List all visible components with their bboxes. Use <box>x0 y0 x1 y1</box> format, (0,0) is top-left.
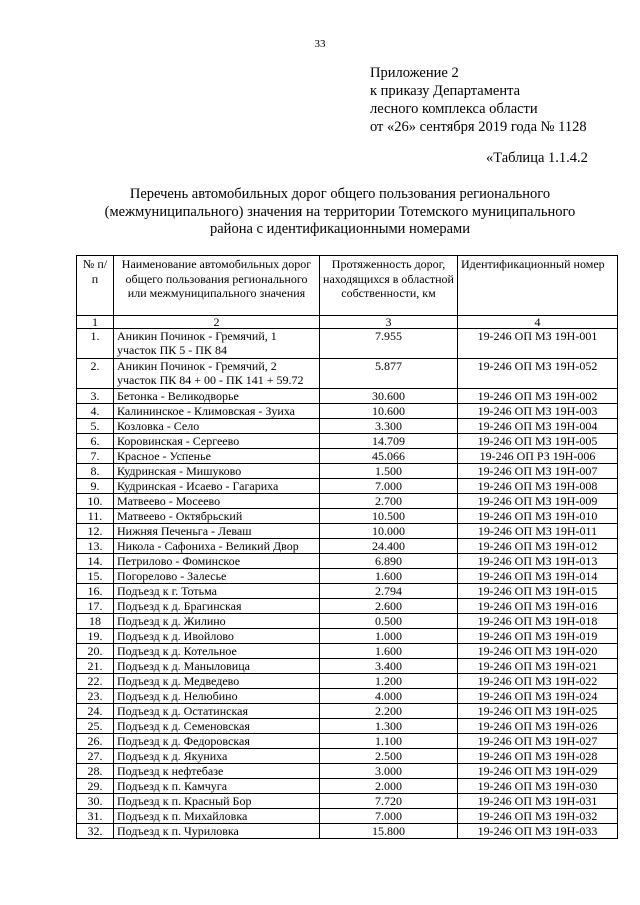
road-id: 19-246 ОП МЗ 19Н-052 <box>458 359 618 389</box>
road-id: 19-246 ОП МЗ 19Н-033 <box>458 824 618 839</box>
table-row <box>77 584 618 599</box>
road-id: 19-246 ОП МЗ 19Н-020 <box>458 644 618 659</box>
row-number: 23. <box>77 689 114 704</box>
road-length: 4.000 <box>320 689 458 704</box>
row-number: 14. <box>77 554 114 569</box>
row-number: 15. <box>77 569 114 584</box>
table-row <box>77 494 618 509</box>
road-name: Подъезд к п. Чуриловка <box>114 824 320 839</box>
row-number: 13. <box>77 539 114 554</box>
road-name: Красное - Успенье <box>114 449 320 464</box>
title-line: (межмуниципального) значения на территории Тотемского муниципального <box>104 203 576 220</box>
title-line: Перечень автомобильных дорог общего пользования регионального <box>129 186 551 202</box>
road-id: 19-246 ОП МЗ 19Н-022 <box>458 674 618 689</box>
table-row <box>77 614 618 629</box>
road-length: 45.066 <box>320 449 458 464</box>
table-row <box>77 674 618 689</box>
table-row <box>77 404 618 419</box>
road-name: Подъезд к д. Федоровская <box>114 734 320 749</box>
table-row <box>77 509 618 524</box>
road-length: 2.000 <box>320 779 458 794</box>
road-id: 19-246 ОП МЗ 19Н-013 <box>458 554 618 569</box>
road-length: 5.877 <box>320 359 458 389</box>
table-row <box>77 419 618 434</box>
table-row <box>77 689 618 704</box>
road-name: Подъезд к п. Михайловка <box>114 809 320 824</box>
road-name: Петрилово - Фоминское <box>114 554 320 569</box>
row-number: 6. <box>77 434 114 449</box>
road-length: 7.000 <box>320 479 458 494</box>
table-row <box>77 359 618 389</box>
table-row <box>77 719 618 734</box>
table-row <box>77 734 618 749</box>
road-name: Подъезд к д. Маныловица <box>114 659 320 674</box>
road-name: Нижняя Печеньга - Леваш <box>114 524 320 539</box>
table-row <box>77 329 618 359</box>
row-number: 7. <box>77 449 114 464</box>
road-id: 19-246 ОП МЗ 19Н-015 <box>458 584 618 599</box>
row-number: 24. <box>77 704 114 719</box>
road-length: 1.100 <box>320 734 458 749</box>
road-id: 19-246 ОП МЗ 19Н-003 <box>458 404 618 419</box>
road-length: 2.600 <box>320 599 458 614</box>
road-length: 14.709 <box>320 434 458 449</box>
table-row <box>77 824 618 839</box>
row-number: 32. <box>77 824 114 839</box>
road-id: 19-246 ОП МЗ 19Н-011 <box>458 524 618 539</box>
table-body <box>77 329 618 839</box>
row-number: 27. <box>77 749 114 764</box>
header-length: Протяженность дорог, находящихся в областной собственности, км <box>320 256 458 316</box>
road-length: 2.200 <box>320 704 458 719</box>
appendix-line: от «26» сентября 2019 года № 1128 <box>370 119 587 135</box>
column-number-row <box>77 316 618 329</box>
road-name: Подъезд к д. Котельное <box>114 644 320 659</box>
row-number: 1. <box>77 329 114 359</box>
road-length: 10.000 <box>320 524 458 539</box>
road-name: Калининское - Климовская - Зуиха <box>114 404 320 419</box>
appendix-line: к приказу Департамента <box>370 83 521 99</box>
row-number: 28. <box>77 764 114 779</box>
road-name: Аникин Починок - Гремячий, 2 участок ПК 84 + 00 - ПК 141 + 59.72 <box>114 359 320 389</box>
row-number: 26. <box>77 734 114 749</box>
road-id: 19-246 ОП МЗ 19Н-021 <box>458 659 618 674</box>
road-id: 19-246 ОП МЗ 19Н-018 <box>458 614 618 629</box>
road-name: Матвеево - Мосеево <box>114 494 320 509</box>
road-name: Бетонка - Великодворье <box>114 389 320 404</box>
table-row <box>77 464 618 479</box>
road-length: 1.200 <box>320 674 458 689</box>
road-id: 19-246 ОП МЗ 19Н-019 <box>458 629 618 644</box>
table-row <box>77 539 618 554</box>
road-length: 10.500 <box>320 509 458 524</box>
road-name: Подъезд к д. Медведево <box>114 674 320 689</box>
row-number: 20. <box>77 644 114 659</box>
road-name: Аникин Починок - Гремячий, 1 участок ПК 5 - ПК 84 <box>114 329 320 359</box>
appendix-line: Приложение 2 <box>370 65 459 81</box>
road-length: 6.890 <box>320 554 458 569</box>
road-length: 2.500 <box>320 749 458 764</box>
road-length: 1.000 <box>320 629 458 644</box>
road-name: Кудринская - Исаево - Гагариха <box>114 479 320 494</box>
road-length: 7.955 <box>320 329 458 359</box>
road-name: Подъезд к д. Остатинская <box>114 704 320 719</box>
road-length: 2.794 <box>320 584 458 599</box>
roads-table <box>76 255 618 839</box>
road-name: Кудринская - Мишуково <box>114 464 320 479</box>
road-id: 19-246 ОП МЗ 19Н-024 <box>458 689 618 704</box>
row-number: 18 <box>77 614 114 629</box>
table-row <box>77 569 618 584</box>
row-number: 16. <box>77 584 114 599</box>
road-name: Коровинская - Сергеево <box>114 434 320 449</box>
column-number: 1 <box>77 316 114 329</box>
row-number: 12. <box>77 524 114 539</box>
appendix-block <box>370 64 587 136</box>
row-number: 21. <box>77 659 114 674</box>
road-id: 19-246 ОП МЗ 19Н-026 <box>458 719 618 734</box>
table-row <box>77 629 618 644</box>
column-number: 4 <box>458 316 618 329</box>
road-length: 1.600 <box>320 644 458 659</box>
table-row <box>77 644 618 659</box>
road-name: Подъезд к д. Ивойлово <box>114 629 320 644</box>
table-row <box>77 599 618 614</box>
road-id: 19-246 ОП МЗ 19Н-029 <box>458 764 618 779</box>
table-row <box>77 704 618 719</box>
road-length: 3.000 <box>320 764 458 779</box>
road-name: Подъезд к п. Красный Бор <box>114 794 320 809</box>
row-number: 10. <box>77 494 114 509</box>
column-number: 3 <box>320 316 458 329</box>
road-length: 7.000 <box>320 809 458 824</box>
road-id: 19-246 ОП МЗ 19Н-004 <box>458 419 618 434</box>
row-number: 3. <box>77 389 114 404</box>
road-name: Подъезд к д. Якуниха <box>114 749 320 764</box>
road-id: 19-246 ОП МЗ 19Н-007 <box>458 464 618 479</box>
row-number: 2. <box>77 359 114 389</box>
road-id: 19-246 ОП МЗ 19Н-027 <box>458 734 618 749</box>
road-length: 2.700 <box>320 494 458 509</box>
table-row <box>77 809 618 824</box>
road-name: Подъезд к п. Камчуга <box>114 779 320 794</box>
road-name: Подъезд к д. Семеновская <box>114 719 320 734</box>
road-id: 19-246 ОП МЗ 19Н-032 <box>458 809 618 824</box>
road-id: 19-246 ОП МЗ 19Н-005 <box>458 434 618 449</box>
road-name: Подъезд к д. Брагинская <box>114 599 320 614</box>
table-caption: «Таблица 1.1.4.2 <box>486 150 588 166</box>
table-row <box>77 524 618 539</box>
row-number: 9. <box>77 479 114 494</box>
row-number: 19. <box>77 629 114 644</box>
row-number: 25. <box>77 719 114 734</box>
row-number: 30. <box>77 794 114 809</box>
header-name: Наименование автомобильных дорог общего пользования регионального или межмуниципального значения <box>114 256 320 316</box>
table-row <box>77 749 618 764</box>
road-id: 19-246 ОП МЗ 19Н-025 <box>458 704 618 719</box>
road-name: Погорелово - Залесье <box>114 569 320 584</box>
column-number: 2 <box>114 316 320 329</box>
road-id: 19-246 ОП МЗ 19Н-009 <box>458 494 618 509</box>
road-length: 1.300 <box>320 719 458 734</box>
row-number: 4. <box>77 404 114 419</box>
road-id: 19-246 ОП МЗ 19Н-030 <box>458 779 618 794</box>
road-name: Никола - Сафониха - Великий Двор <box>114 539 320 554</box>
road-length: 15.800 <box>320 824 458 839</box>
road-name: Козловка - Село <box>114 419 320 434</box>
table-row <box>77 764 618 779</box>
header-id: Идентификационный номер <box>458 256 618 316</box>
road-id: 19-246 ОП МЗ 19Н-028 <box>458 749 618 764</box>
row-number: 5. <box>77 419 114 434</box>
road-length: 30.600 <box>320 389 458 404</box>
road-id: 19-246 ОП МЗ 19Н-031 <box>458 794 618 809</box>
road-id: 19-246 ОП МЗ 19Н-008 <box>458 479 618 494</box>
table-row <box>77 554 618 569</box>
road-length: 0.500 <box>320 614 458 629</box>
document-title <box>60 186 620 239</box>
page-number: 33 <box>314 38 326 50</box>
road-name: Подъезд к нефтебазе <box>114 764 320 779</box>
table-header-row <box>77 256 618 316</box>
table-row <box>77 389 618 404</box>
row-number: 22. <box>77 674 114 689</box>
road-name: Матвеево - Октябрьский <box>114 509 320 524</box>
row-number: 8. <box>77 464 114 479</box>
table-row <box>77 434 618 449</box>
row-number: 31. <box>77 809 114 824</box>
title-line: района с идентификационными номерами <box>210 221 470 237</box>
header-num: № п/п <box>77 256 114 316</box>
road-id: 19-246 ОП МЗ 19Н-002 <box>458 389 618 404</box>
appendix-line: лесного комплекса области <box>370 101 538 117</box>
road-id: 19-246 ОП РЗ 19Н-006 <box>458 449 618 464</box>
table-row <box>77 659 618 674</box>
road-length: 24.400 <box>320 539 458 554</box>
road-id: 19-246 ОП МЗ 19Н-010 <box>458 509 618 524</box>
road-length: 1.500 <box>320 464 458 479</box>
road-length: 7.720 <box>320 794 458 809</box>
table-row <box>77 449 618 464</box>
road-id: 19-246 ОП МЗ 19Н-001 <box>458 329 618 359</box>
row-number: 29. <box>77 779 114 794</box>
row-number: 17. <box>77 599 114 614</box>
table-row <box>77 479 618 494</box>
road-length: 3.300 <box>320 419 458 434</box>
table-row <box>77 794 618 809</box>
row-number: 11. <box>77 509 114 524</box>
road-id: 19-246 ОП МЗ 19Н-012 <box>458 539 618 554</box>
road-length: 10.600 <box>320 404 458 419</box>
road-id: 19-246 ОП МЗ 19Н-016 <box>458 599 618 614</box>
road-name: Подъезд к д. Жилино <box>114 614 320 629</box>
road-name: Подъезд к г. Тотьма <box>114 584 320 599</box>
road-length: 3.400 <box>320 659 458 674</box>
road-id: 19-246 ОП МЗ 19Н-014 <box>458 569 618 584</box>
road-name: Подъезд к д. Нелюбино <box>114 689 320 704</box>
road-length: 1.600 <box>320 569 458 584</box>
table-row <box>77 779 618 794</box>
